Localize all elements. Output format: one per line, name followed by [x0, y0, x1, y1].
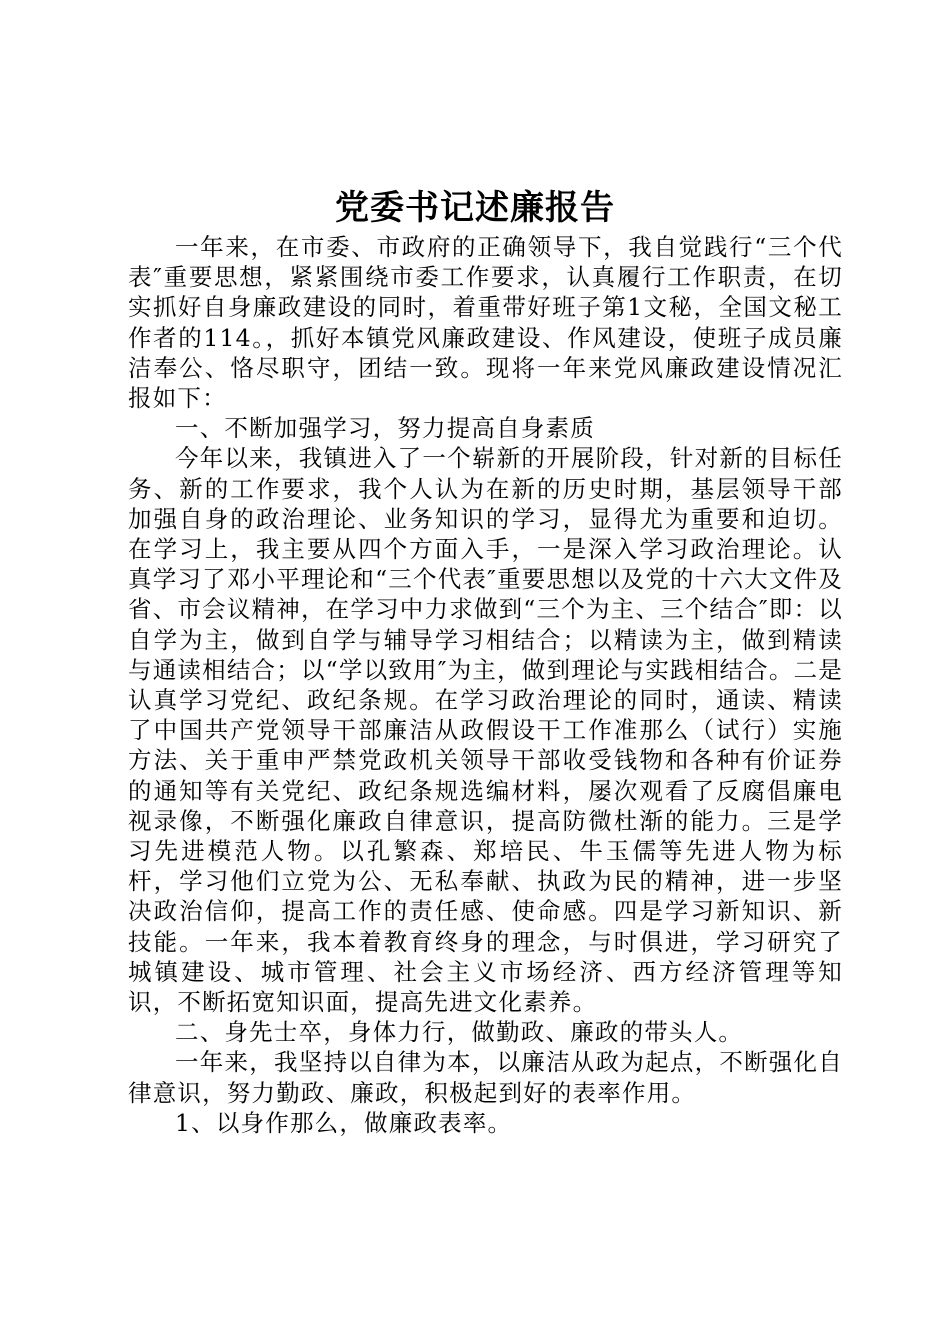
- section-heading-2: 二、身先士卒，身体力行，做勤政、廉政的带头人。: [175, 1018, 744, 1047]
- document-title: 党委书记述廉报告: [335, 188, 615, 228]
- paragraph-self-discipline: 一年来，我坚持以自律为本，以廉洁从政为起点，不断强化自律意识，努力勤政、廉政，积极起到好的表率作用。: [128, 1048, 843, 1107]
- subsection-heading-1: 1、以身作那么，做廉政表率。: [175, 1108, 513, 1137]
- paragraph-intro: 一年来，在市委、市政府的正确领导下，我自觉践行“三个代表″重要思想，紧紧围绕市委工作要求，认真履行工作职责，在切实抓好自身廉政建设的同时，着重带好班子第1文秘，全国文秘工作者的114。，抓好本镇党风廉政建设、作风建设，使班子成员廉洁奉公、恪尽职守，团结一致。现将一年来党风廉政建设情况汇报如下：: [128, 233, 843, 413]
- document-body: [128, 232, 843, 1138]
- paragraph-study: 今年以来，我镇进入了一个崭新的开展阶段，针对新的目标任务、新的工作要求，我个人认为在新的历史时期，基层领导干部加强自身的政治理论、业务知识的学习，显得尤为重要和迫切。在学习上，我主要从四个方面入手，一是深入学习政治理论。认真学习了邓小平理论和“三个代表″重要思想以及党的十六大文件及省、市会议精神，在学习中力求做到“三个为主、三个结合″即：以自学为主，做到自学与辅导学习相结合；以精读为主，做到精读与通读相结合；以“学以致用″为主，做到理论与实践相结合。二是认真学习党纪、政纪条规。在学习政治理论的同时，通读、精读了中国共产党领导干部廉洁从政假设干工作准那么（试行）实施方法、关于重申严禁党政机关领导干部收受钱物和各种有价证券的通知等有关党纪、政纪条规选编材料，屡次观看了反腐倡廉电视录像，不断强化廉政自律意识，提高防微杜渐的能力。三是学习先进模范人物。以孔繁森、郑培民、牛玉儒等先进人物为标杆，学习他们立党为公、无私奉献、执政为民的精神，进一步坚决政治信仰，提高工作的责任感、使命感。四是学习新知识、新技能。一年来，我本着教育终身的理念，与时俱进，学习研究了城镇建设、城市管理、社会主义市场经济、西方经济管理等知识，不断拓宽知识面，提高先进文化素养。: [128, 444, 843, 1017]
- section-heading-1: 一、不断加强学习，努力提高自身素质: [175, 414, 595, 443]
